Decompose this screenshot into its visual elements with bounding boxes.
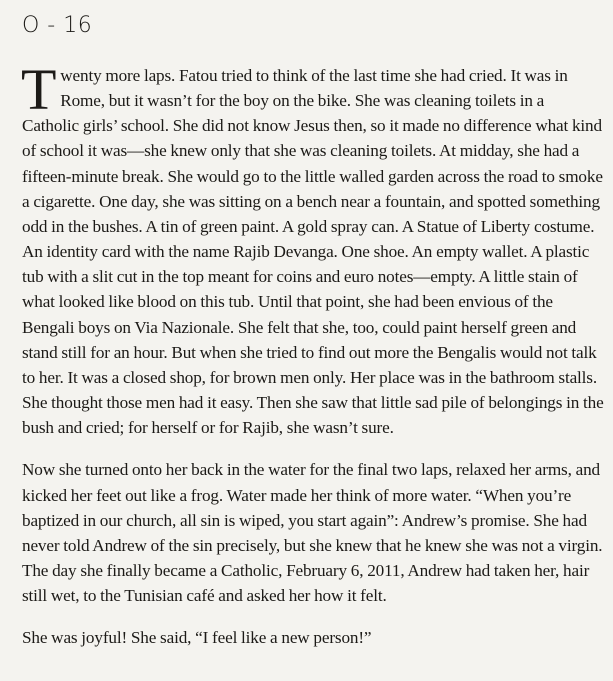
chapter-heading: O - 16 xyxy=(22,13,93,38)
drop-cap: T xyxy=(21,57,57,122)
paragraph-2 xyxy=(22,457,604,608)
paragraph-1 xyxy=(21,57,604,440)
body-text xyxy=(21,57,604,667)
paragraph-3-text: She was joyful! She said, “I feel like a new person!” xyxy=(22,628,372,648)
paragraph-2-text: Now she turned onto her back in the water for the final two laps, relaxed her arms, and kicked her feet out like a frog. Water made her think of more water. “When you’re baptized in our church, all sin is wiped, you start again”: Andrew’s promise. She had never told Andrew of the sin precisely, but she knew that he knew she was not a virgin. The day she finally became a Catholic, February 6, 2011, Andrew had taken her, hair still wet, to the Tunisian café and asked her how it felt. xyxy=(22,460,603,606)
paragraph-1-text: wenty more laps. Fatou tried to think of the last time she had cried. It was in Rome, but it wasn’t for the boy on the bike. She was cleaning toilets in a Catholic girls’ school. She did not know Jesus then, so it made no difference what kind of school it was—she knew only that she was cleaning toilets. At midday, she had a fifteen-minute break. She would go to the little walled garden across the road to smoke a cigarette. One day, she was sitting on a bench near a fountain, and spotted something odd in the bushes. A tin of green paint. A gold spray can. A Statue of Liberty costume. An identity card with the name Rajib Devanga. One shoe. An empty wallet. A plastic tub with a slit cut in the top meant for coins and euro notes—empty. A little stain of what looked like blood on this tub. Until that point, she had been envious of the Bengali boys on Via Nazionale. She felt that she, too, could paint herself green and stand still for an hour. But when she tried to find out more the Bengalis would not talk to her. It was a closed shop, for brown men only. Her place was in the bathroom stalls. She thought those men had it easy. Then she saw that little sad pile of belongings in the bush and cried; for herself or for Rajib, she wasn’t sure. xyxy=(22,66,604,438)
paragraph-3 xyxy=(22,625,604,650)
